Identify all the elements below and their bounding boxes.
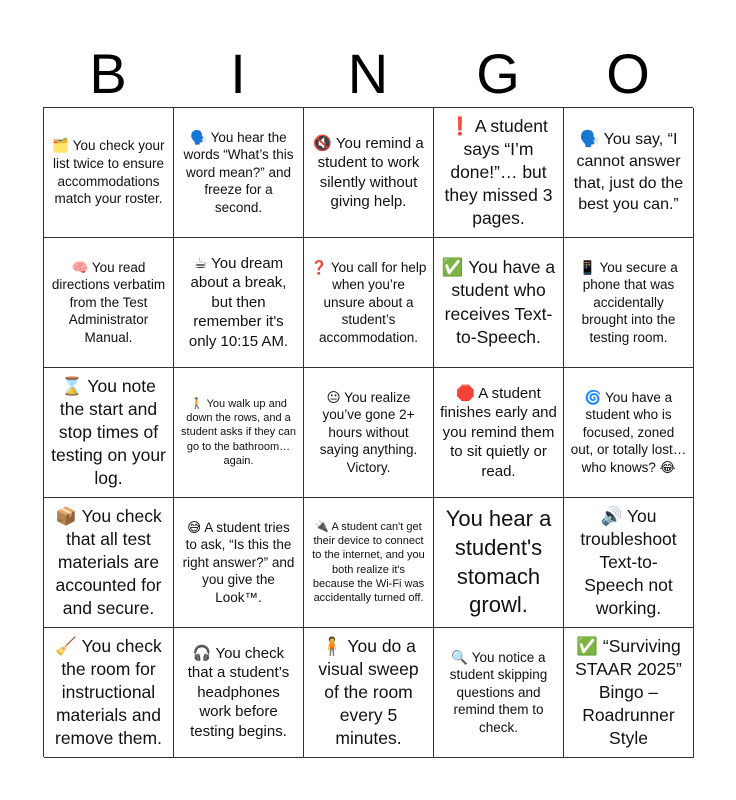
- bingo-cell[interactable]: [44, 628, 174, 758]
- bingo-cell[interactable]: [304, 628, 434, 758]
- header-letter-n: N: [347, 42, 389, 105]
- bingo-cell[interactable]: [44, 498, 174, 628]
- cell-text: 🧍 You do a visual sweep of the room every 5 minutes.: [318, 635, 419, 749]
- bingo-cell[interactable]: [174, 368, 304, 498]
- bingo-cell[interactable]: [564, 628, 694, 758]
- bingo-cell[interactable]: [304, 238, 434, 368]
- cell-text: 🗣️ You say, “I cannot answer that, just do the best you can.”: [573, 131, 684, 214]
- bingo-cell[interactable]: [44, 108, 174, 238]
- cell-text: ❗ A student says “I’m done!”… but they missed 3 pages.: [444, 115, 553, 229]
- cell-text: 🔌 A student can't get their device to connect to the internet, and you both realize it's because the Wi-Fi was accidentally turned off.: [312, 520, 425, 605]
- header-letter-b: B: [89, 42, 127, 105]
- cell-text: 📱 You secure a phone that was accidentally brought into the testing room.: [579, 259, 678, 345]
- cell-text: 🗂️ You check your list twice to ensure accommodations match your roster.: [52, 138, 165, 207]
- bingo-cell[interactable]: [564, 108, 694, 238]
- bingo-cell[interactable]: [174, 628, 304, 758]
- cell-text: You hear a student's stomach growl.: [445, 506, 552, 618]
- bingo-cell[interactable]: [564, 368, 694, 498]
- bingo-cell[interactable]: [434, 498, 564, 628]
- bingo-cell[interactable]: [434, 628, 564, 758]
- cell-text: ✅ You have a student who receives Text-to-Speech.: [441, 257, 556, 347]
- cell-text: 🌀 You have a student who is focused, zoned out, or totally lost… who knows? 😂: [570, 389, 687, 475]
- cell-text: 📦 You check that all test materials are accounted for and secure.: [55, 505, 162, 619]
- cell-text: ✅ “Surviving STAAR 2025” Bingo – Roadrunner Style: [575, 635, 682, 749]
- bingo-card-grid: [43, 107, 693, 757]
- bingo-cell[interactable]: [434, 108, 564, 238]
- cell-text: 🛑 A student finishes early and you remind them to sit quietly or read.: [440, 384, 557, 480]
- header-letter-g: G: [476, 42, 520, 105]
- cell-text: 🧹 You check the room for instructional materials and remove them.: [55, 635, 162, 749]
- cell-text: ☕ You dream about a break, but then remember it's only 10:15 AM.: [188, 254, 289, 350]
- cell-text: ⌛ You note the start and stop times of testing on your log.: [51, 375, 166, 489]
- bingo-cell[interactable]: [564, 238, 694, 368]
- cell-text: 🔍 You notice a student skipping questions and remind them to check.: [449, 649, 548, 735]
- bingo-cell[interactable]: [304, 498, 434, 628]
- bingo-cell[interactable]: [434, 238, 564, 368]
- cell-text: ❓ You call for help when you’re unsure about a student’s accommodation.: [310, 259, 427, 345]
- bingo-cell[interactable]: [174, 108, 304, 238]
- cell-text: 🎧 You check that a student’s headphones work before testing begins.: [187, 644, 290, 740]
- bingo-cell[interactable]: [304, 368, 434, 498]
- bingo-cell[interactable]: [174, 498, 304, 628]
- cell-text: 🚶 You walk up and down the rows, and a student asks if they can go to the bathroom… again.: [181, 397, 296, 467]
- header-letter-i: I: [230, 42, 246, 105]
- bingo-header: [43, 40, 693, 108]
- cell-text: 😐 You realize you’ve gone 2+ hours without saying anything. Victory.: [319, 389, 418, 475]
- header-letter-o: O: [606, 42, 650, 105]
- bingo-cell[interactable]: [434, 368, 564, 498]
- bingo-cell[interactable]: [44, 368, 174, 498]
- bingo-cell[interactable]: [564, 498, 694, 628]
- bingo-cell[interactable]: [304, 108, 434, 238]
- cell-text: 🔊 You troubleshoot Text-to-Speech not working.: [580, 505, 677, 619]
- bingo-cell[interactable]: [44, 238, 174, 368]
- bingo-cell[interactable]: [174, 238, 304, 368]
- cell-text: 🔇 You remind a student to work silently without giving help.: [313, 134, 424, 210]
- cell-text: 🗣️ You hear the words “What’s this word mean?” and freeze for a second.: [183, 129, 294, 215]
- cell-text: 🧠 You read directions verbatim from the Test Administrator Manual.: [51, 259, 166, 345]
- cell-text: 😅 A student tries to ask, “Is this the right answer?” and you give the Look™.: [182, 519, 295, 605]
